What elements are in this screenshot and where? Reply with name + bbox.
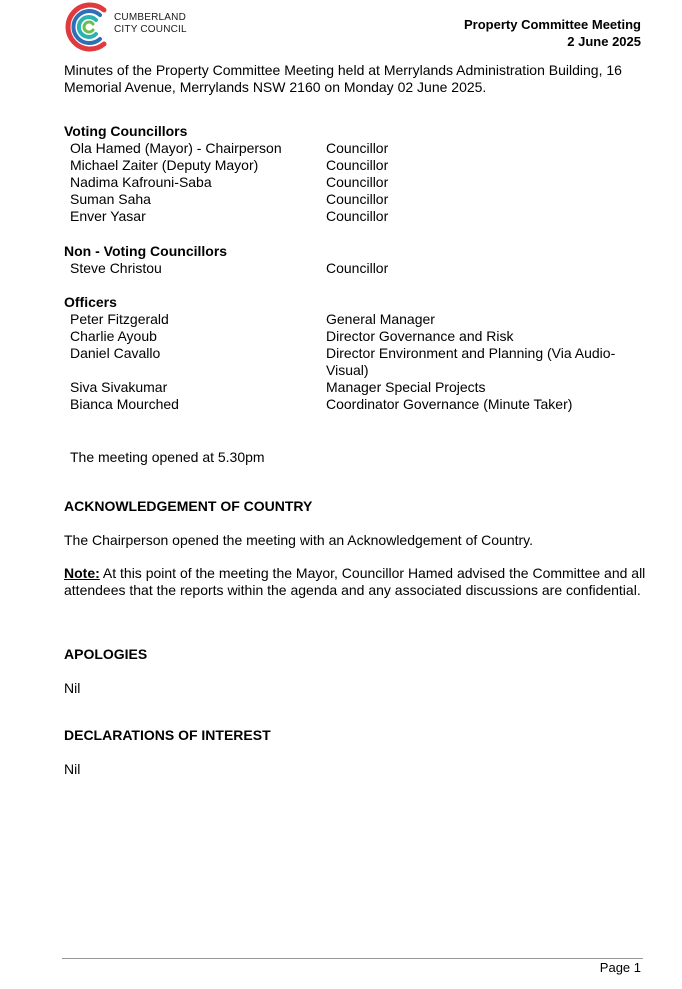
attendee-row [64,379,654,396]
attendee-role: Councillor [326,157,389,173]
council-logo [64,0,194,54]
declarations-heading: DECLARATIONS OF INTEREST [64,727,271,743]
logo-line-1: CUMBERLAND [114,12,187,23]
acknowledgement-text: The Chairperson opened the meeting with an Acknowledgement of Country. [64,532,534,548]
page-number: Page 1 [599,960,641,975]
note-label: Note: [64,565,100,581]
attendee-role: Councillor [326,174,389,190]
voting-councillors-list [64,140,654,225]
attendee-role: Coordinator Governance (Minute Taker) [326,396,573,412]
attendee-row [64,157,654,174]
acknowledgement-heading: ACKNOWLEDGEMENT OF COUNTRY [64,498,313,514]
officers-list [64,311,654,413]
attendee-name: Ola Hamed (Mayor) - Chairperson [70,140,282,156]
meeting-title: Property Committee Meeting [464,17,641,32]
attendee-row [64,396,654,413]
intro-paragraph: Minutes of the Property Committee Meeting held at Merrylands Administration Building, 16 Memorial Avenue, Merrylands NSW 2160 on Monday 02 June 2025. [64,62,622,95]
attendee-row [64,260,654,277]
attendee-role: General Manager [326,311,435,327]
meeting-date: 2 June 2025 [567,34,641,49]
attendee-name: Siva Sivakumar [70,379,168,395]
attendee-name: Steve Christou [70,260,162,276]
meeting-opened: The meeting opened at 5.30pm [70,449,265,465]
attendee-row [64,345,654,379]
apologies-text: Nil [64,680,81,696]
attendee-name: Michael Zaiter (Deputy Mayor) [70,157,259,173]
logo-wordmark [114,12,187,36]
footer-divider [62,958,643,959]
acknowledgement-note [64,565,649,599]
attendee-row [64,328,654,345]
attendee-name: Bianca Mourched [70,396,179,412]
attendee-role: Director Environment and Planning (Via Audio-Visual) [326,345,616,378]
attendee-role: Councillor [326,140,389,156]
attendee-row [64,140,654,157]
attendee-row [64,174,654,191]
attendee-name: Suman Saha [70,191,151,207]
attendee-name: Nadima Kafrouni-Saba [70,174,212,190]
voting-councillors-heading: Voting Councillors [64,123,188,139]
declarations-text: Nil [64,761,81,777]
attendee-name: Enver Yasar [70,208,146,224]
attendee-name: Daniel Cavallo [70,345,161,361]
council-logo-icon [64,0,114,54]
logo-line-2: CITY COUNCIL [114,24,187,35]
attendee-row [64,208,654,225]
note-text: At this point of the meeting the Mayor, Councillor Hamed advised the Committee and all attendees that the reports within the agenda and any associated discussions are confidential. [64,565,646,598]
officers-heading: Officers [64,294,117,310]
attendee-role: Councillor [326,191,389,207]
attendee-role: Director Governance and Risk [326,328,514,344]
apologies-heading: APOLOGIES [64,646,148,662]
attendee-role: Manager Special Projects [326,379,486,395]
attendee-role: Councillor [326,208,389,224]
nonvoting-councillors-heading: Non - Voting Councillors [64,243,228,259]
nonvoting-councillors-list [64,260,654,277]
attendee-row [64,311,654,328]
meeting-header [464,16,641,50]
attendee-name: Peter Fitzgerald [70,311,169,327]
attendee-row [64,191,654,208]
attendee-name: Charlie Ayoub [70,328,157,344]
attendee-role: Councillor [326,260,389,276]
